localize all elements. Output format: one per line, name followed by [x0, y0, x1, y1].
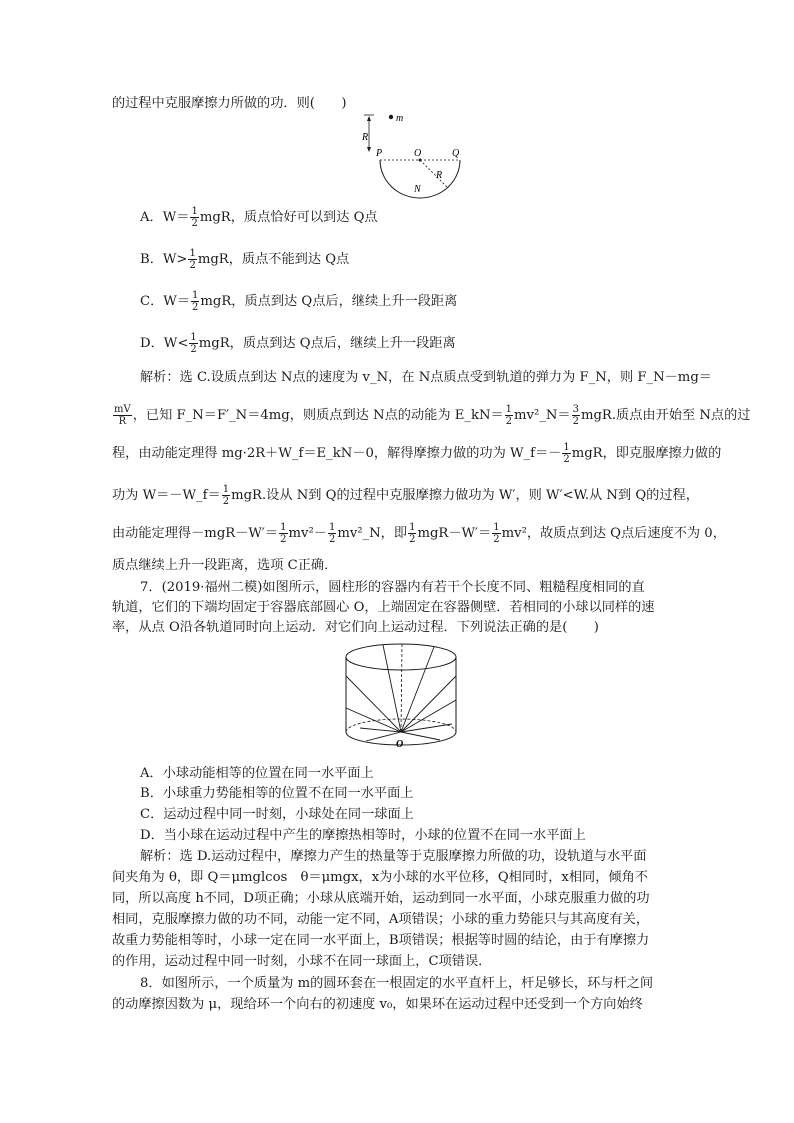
solution-7-line-2: 间夹角为 θ，即 Q＝μmglcos θ＝μmgx，x为小球的水平位移，Q相同时，x相同，倾角不	[112, 870, 648, 885]
mass-point	[389, 115, 393, 119]
label-R-top: R	[362, 132, 369, 143]
label-O-cylinder: O	[396, 739, 404, 750]
solution-6-line-1: 解析：选 C.设质点到达 N点的速度为 v_N，在 N点质点受到轨道的弹力为 F_N，则 F_N－mg＝	[140, 370, 712, 385]
solution-7-line-5: 故重力势能相等时，小球一定在同一水平面上，B项错误；根据等时圆的结论，由于有摩擦力	[112, 933, 650, 948]
option-c: C．W＝ $\frac{1}{2}$ mgR，质点到达 Q点后，继续上升一段距离	[140, 290, 458, 313]
solution-6-line-6: 质点继续上升一段距离，选项 C正确．	[112, 558, 338, 573]
option-d: D．W< $\frac{1}{2}$ mgR，质点到达 Q点后，继续上升一段距离	[140, 332, 456, 355]
question-6-tail: 的过程中克服摩擦力所做的功．则( )	[112, 96, 347, 111]
option-a: A．W＝ $\frac{1}{2}$ mgR，质点恰好可以到达 Q点	[140, 206, 378, 229]
solution-6-line-3: 程，由动能定理得 mg·2R＋W_f＝E_kN－0，解得摩擦力做的功为 W_f＝－ $\frac{1}{2}$ mgR，即克服摩擦力做的	[112, 442, 722, 465]
solution-7-line-1: 解析：选 D.运动过程中，摩擦力产生的热量等于克服摩擦力所做的功，设轨道与水平面	[140, 849, 647, 864]
q7-option-d: D．当小球在运动过程中产生的摩擦热相等时，小球的位置不在同一水平面上	[140, 828, 586, 843]
q7-option-a: A．小球动能相等的位置在同一水平面上	[140, 766, 374, 781]
label-P: P	[376, 148, 383, 159]
semicircle-track-figure	[350, 108, 480, 200]
option-b: B．W> $\frac{1}{2}$ mgR，质点不能到达 Q点	[140, 248, 350, 271]
label-O: O	[414, 148, 422, 159]
q7-option-c: C．运动过程中同一时刻，小球处在同一球面上	[140, 807, 414, 822]
solution-6-line-2: $\frac{mV}{R}$ ，已知 F_N＝F′_N＝4mg，则质点到达 N点的动能为 E_kN＝ $\frac{1}{2}$ mv²_N＝ $\frac{3}{2}$ mgR.质点由开始至 N点的过	[114, 404, 751, 427]
question-7-line-2: 轨道，它们的下端均固定于容器底部圆心 O，上端固定在容器侧壁．若相同的小球以同样的速	[112, 600, 655, 615]
solution-7-line-3: 同，所以高度 h不同，D项正确；小球从底端开始，运动到同一水平面，小球克服重力做的功	[112, 891, 650, 906]
radius-line	[420, 160, 448, 188]
question-8-line-1: 8．如图所示，一个质量为 m的圆环套在一根固定的水平直杆上，杆足够长，环与杆之间	[140, 976, 654, 991]
question-7-line-3: 率，从点 O沿各轨道同时向上运动．对它们向上运动过程．下列说法正确的是( )	[112, 620, 599, 635]
label-Q: Q	[452, 148, 460, 159]
solution-7-line-4: 相同，克服摩擦力做的功不同，动能一定不同，A项错误；小球的重力势能只与其高度有关，	[112, 912, 650, 927]
label-N: N	[414, 184, 421, 195]
q7-option-b: B．小球重力势能相等的位置不在同一水平面上	[140, 786, 414, 801]
cylinder-top	[346, 644, 456, 670]
label-R-inner: R	[436, 170, 443, 181]
question-8-line-2: 的动摩擦因数为 μ，现给环一个向右的初速度 v₀，如果环在运动过程中还受到一个方向始终	[112, 997, 643, 1012]
label-m: m	[396, 113, 404, 124]
question-7-line-1: 7．(2019·福州二模)如图所示，圆柱形的容器内有若干个长度不同、粗糙程度相同的直	[140, 580, 645, 595]
cylinder-tracks-figure	[336, 640, 466, 754]
solution-6-line-5: 由动能定理得－mgR－W′＝ $\frac{1}{2}$ mv²－ $\frac{1}{2}$ mv²_N，即 $\frac{1}{2}$ mgR－W′＝ $\frac{1}{2}$ mv²，故质点到达 Q点后速度不为 0，	[112, 522, 726, 545]
solution-7-line-6: 的作用，运动过程中同一时刻，小球不在同一球面上，C项错误．	[112, 954, 492, 969]
solution-6-line-4: 功为 W＝－W_f＝ $\frac{1}{2}$ mgR.设从 N到 Q的过程中克服摩擦力做功为 W′，则 W′<W.从 N到 Q的过程，	[112, 484, 699, 507]
